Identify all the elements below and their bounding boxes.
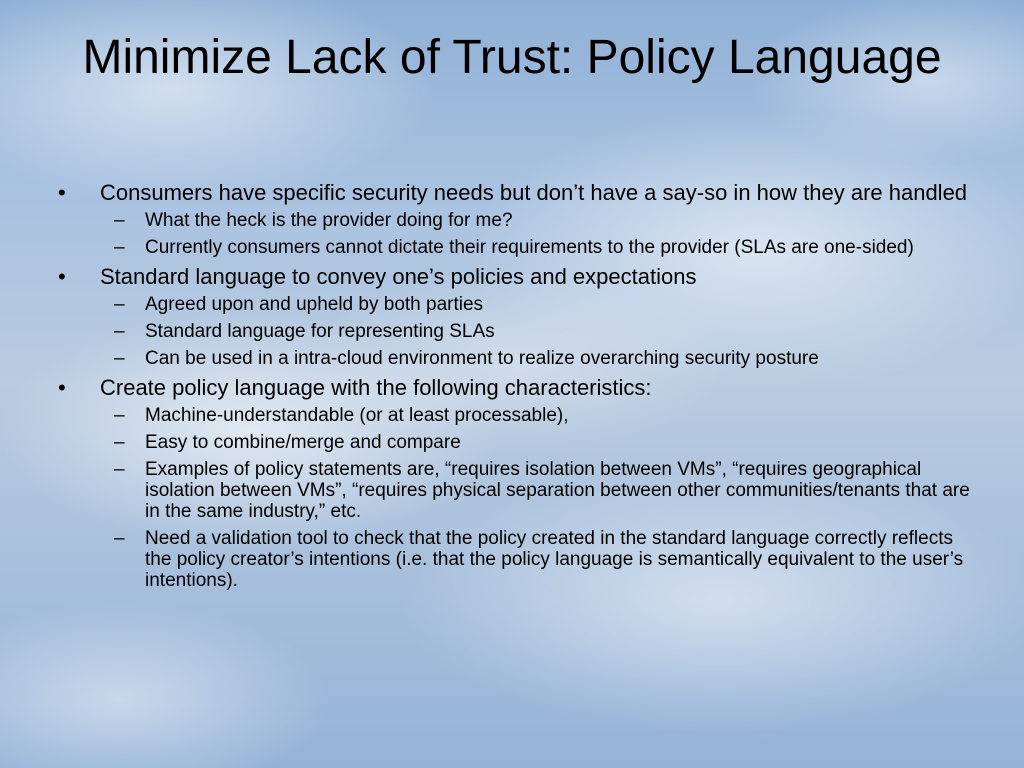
sub-bullet-text: Currently consumers cannot dictate their requirements to the provider (SLAs are one-sided) bbox=[145, 237, 914, 258]
bullet-marker: • bbox=[58, 375, 66, 400]
sub-bullet-item bbox=[58, 459, 978, 522]
sub-bullet-marker: – bbox=[114, 237, 125, 258]
sub-bullet-item bbox=[58, 294, 978, 315]
sub-bullet-text: Easy to combine/merge and compare bbox=[145, 432, 461, 453]
bullet-item bbox=[58, 265, 978, 289]
sub-bullet-item bbox=[58, 432, 978, 453]
sub-bullet-marker: – bbox=[114, 210, 125, 231]
bullet-marker: • bbox=[58, 180, 66, 205]
sub-bullet-item bbox=[58, 348, 978, 369]
bullet-item bbox=[58, 376, 978, 400]
sub-bullet-marker: – bbox=[114, 348, 125, 369]
sub-bullet-text: Machine-understandable (or at least processable), bbox=[145, 405, 569, 426]
sub-bullet-marker: – bbox=[114, 459, 125, 480]
sub-bullet-marker: – bbox=[114, 321, 125, 342]
sub-bullet-text: Can be used in a intra-cloud environment to realize overarching security posture bbox=[145, 348, 819, 369]
sub-bullet-text: Examples of policy statements are, “requires isolation between VMs”, “requires geographical isolation between VMs”, “requires physical separation between other communities/tenants that are in the same industry,” etc. bbox=[145, 459, 970, 522]
sub-bullet-item bbox=[58, 405, 978, 426]
sub-bullet-marker: – bbox=[114, 432, 125, 453]
sub-bullet-text: Agreed upon and upheld by both parties bbox=[145, 294, 484, 315]
sub-bullet-marker: – bbox=[114, 294, 125, 315]
bullet-text: Standard language to convey one’s policies and expectations bbox=[100, 264, 697, 289]
slide-title: Minimize Lack of Trust: Policy Language bbox=[82, 31, 942, 84]
bullet-text: Consumers have specific security needs but don’t have a say-so in how they are handled bbox=[100, 180, 968, 205]
bullet-item bbox=[58, 181, 978, 205]
sub-bullet-marker: – bbox=[114, 528, 125, 549]
sub-bullet-item bbox=[58, 528, 978, 591]
bullet-text: Create policy language with the following characteristics: bbox=[100, 375, 652, 400]
bullet-list bbox=[58, 181, 978, 591]
bullet-marker: • bbox=[58, 264, 66, 289]
sub-bullet-item bbox=[58, 321, 978, 342]
sub-bullet-text: What the heck is the provider doing for me? bbox=[145, 210, 513, 231]
sub-bullet-text: Need a validation tool to check that the policy created in the standard language correctly reflects the policy creator’s intentions (i.e. that the policy language is semantically equivalent to the user’s intentions). bbox=[145, 528, 964, 591]
sub-bullet-item bbox=[58, 237, 978, 258]
sub-bullet-item bbox=[58, 210, 978, 231]
sub-bullet-text: Standard language for representing SLAs bbox=[145, 321, 495, 342]
sub-bullet-marker: – bbox=[114, 405, 125, 426]
